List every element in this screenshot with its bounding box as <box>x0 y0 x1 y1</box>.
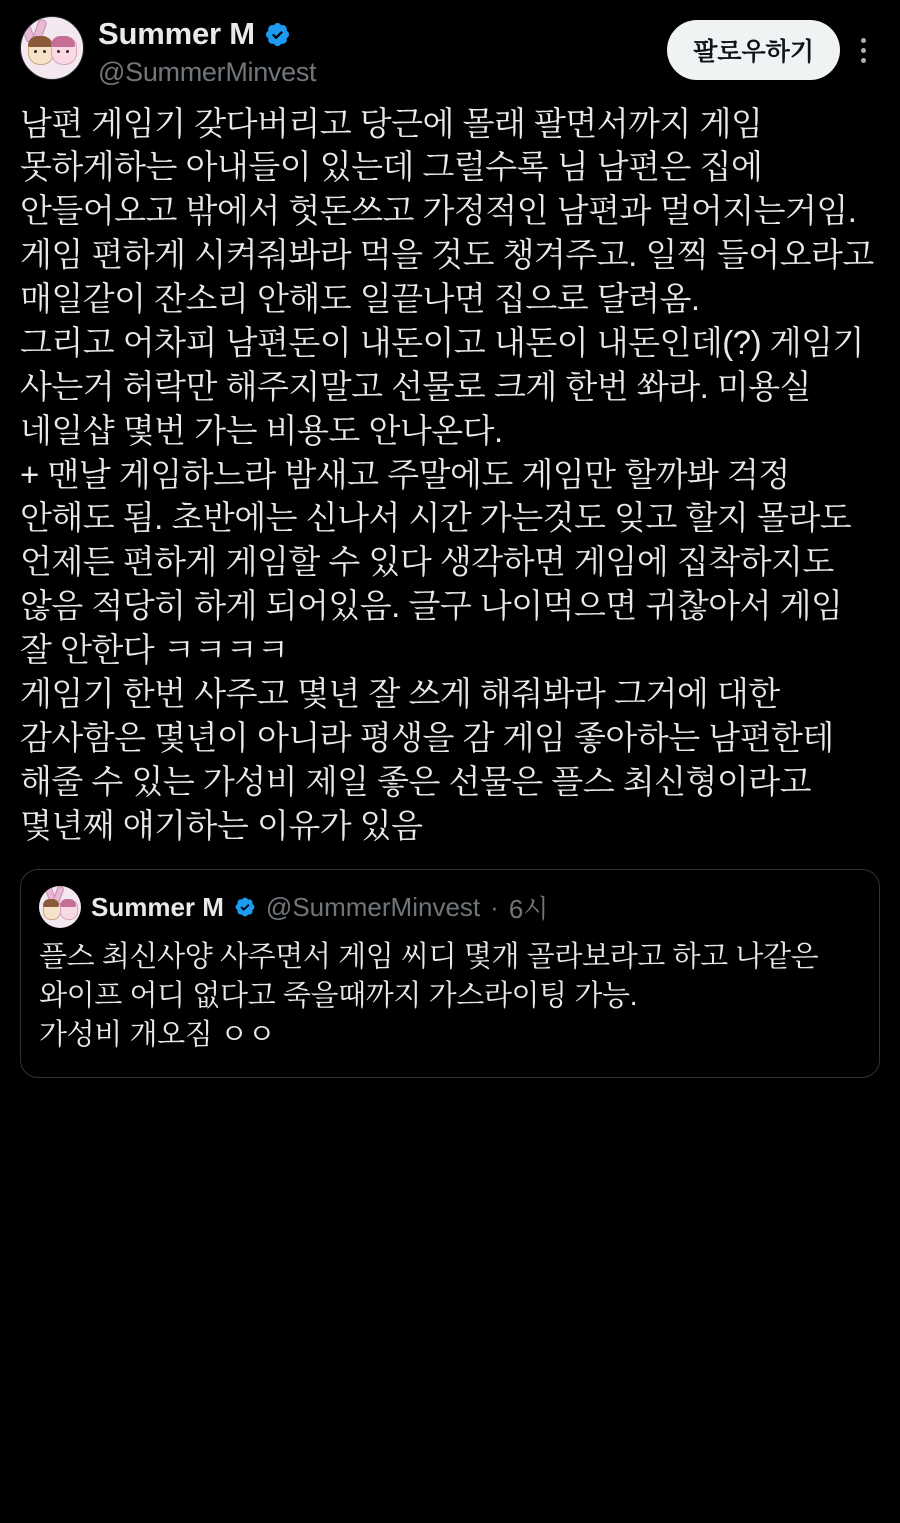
profile-avatar[interactable] <box>20 16 84 80</box>
more-dot <box>861 48 866 53</box>
tweet-header <box>20 14 880 98</box>
follow-button[interactable]: 팔로우하기 <box>667 20 840 80</box>
avatar-hair-right <box>60 899 76 907</box>
more-dot <box>861 38 866 43</box>
quoted-tweet-header <box>39 886 861 938</box>
author-names <box>98 16 653 88</box>
quoted-author-handle: @SummerMinvest <box>265 891 481 922</box>
more-options-icon[interactable] <box>846 28 880 72</box>
quoted-timestamp: 6시 <box>508 893 549 924</box>
verified-badge-icon <box>264 21 291 48</box>
avatar-eye <box>57 50 60 53</box>
avatar-hair-left <box>43 899 59 907</box>
avatar-eye <box>43 50 46 53</box>
quoted-tweet-body-text: 플스 최신사양 사주면서 게임 씨디 몇개 골라보라고 하고 나같은 와이프 어디 없다고 죽을때까지 가스라이팅 가능. 가성비 개오짐 ㅇㅇ <box>39 941 819 1052</box>
avatar-hair-left <box>28 36 52 47</box>
avatar-eye <box>34 50 37 53</box>
quoted-tweet[interactable] <box>20 869 880 1078</box>
author-handle[interactable]: @SummerMinvest <box>98 56 317 87</box>
more-dot <box>861 58 866 63</box>
author-display-name[interactable]: Summer M <box>98 16 255 51</box>
quoted-author-display-name: Summer M <box>91 891 224 922</box>
quoted-separator: · <box>490 891 499 922</box>
verified-badge-icon <box>234 896 256 918</box>
display-name-row <box>98 18 653 51</box>
tweet-body-text: 남편 게임기 갖다버리고 당근에 몰래 팔면서까지 게임 못하게하는 아내들이 있는데 그럴수록 님 남편은 집에 안들어오고 밖에서 헛돈쓰고 가정적인 남편과 멀어지는거임. 게임 편하게 시켜줘봐라 먹을 것도 챙겨주고. 일찍 들어오라고 매일같이 잔소리 안해도 일끝나면 집으로 달려옴. 그리고 어차피 남편돈이 내돈이고 내돈이 내돈인데(?) 게임기 사는거 허락만 해주지말고 선물로 크게 한번 쏴라. 미용실 네일샵 몇번 가는 비용도 안나온다. + 맨날 게임하느라 밤새고 주말에도 게임만 할까봐 걱정 안해도 됨. 초반에는 신나서 시간 가는것도 잊고 할지 몰라도 언제든 편하게 게임할 수 있다 생각하면 게임에 집착하지도 않음 적당히 하게 되어있음. 글구 나이먹으면 귀찮아서 게임 잘 안한다 ㅋㅋㅋㅋ 게임기 한번 사주고 몇년 잘 쓰게 해줘봐라 그거에 대한 감사함은 몇년이 아니라 평생을 감 게임 좋아하는 남편한테 해줄 수 있는 가성비 제일 좋은 선물은 플스 최신형이라고 몇년째 얘기하는 이유가 있음 <box>20 104 874 844</box>
quoted-profile-avatar[interactable] <box>39 886 81 928</box>
avatar-hair-right <box>51 36 75 47</box>
header-actions <box>667 16 880 80</box>
avatar-eye <box>66 50 69 53</box>
